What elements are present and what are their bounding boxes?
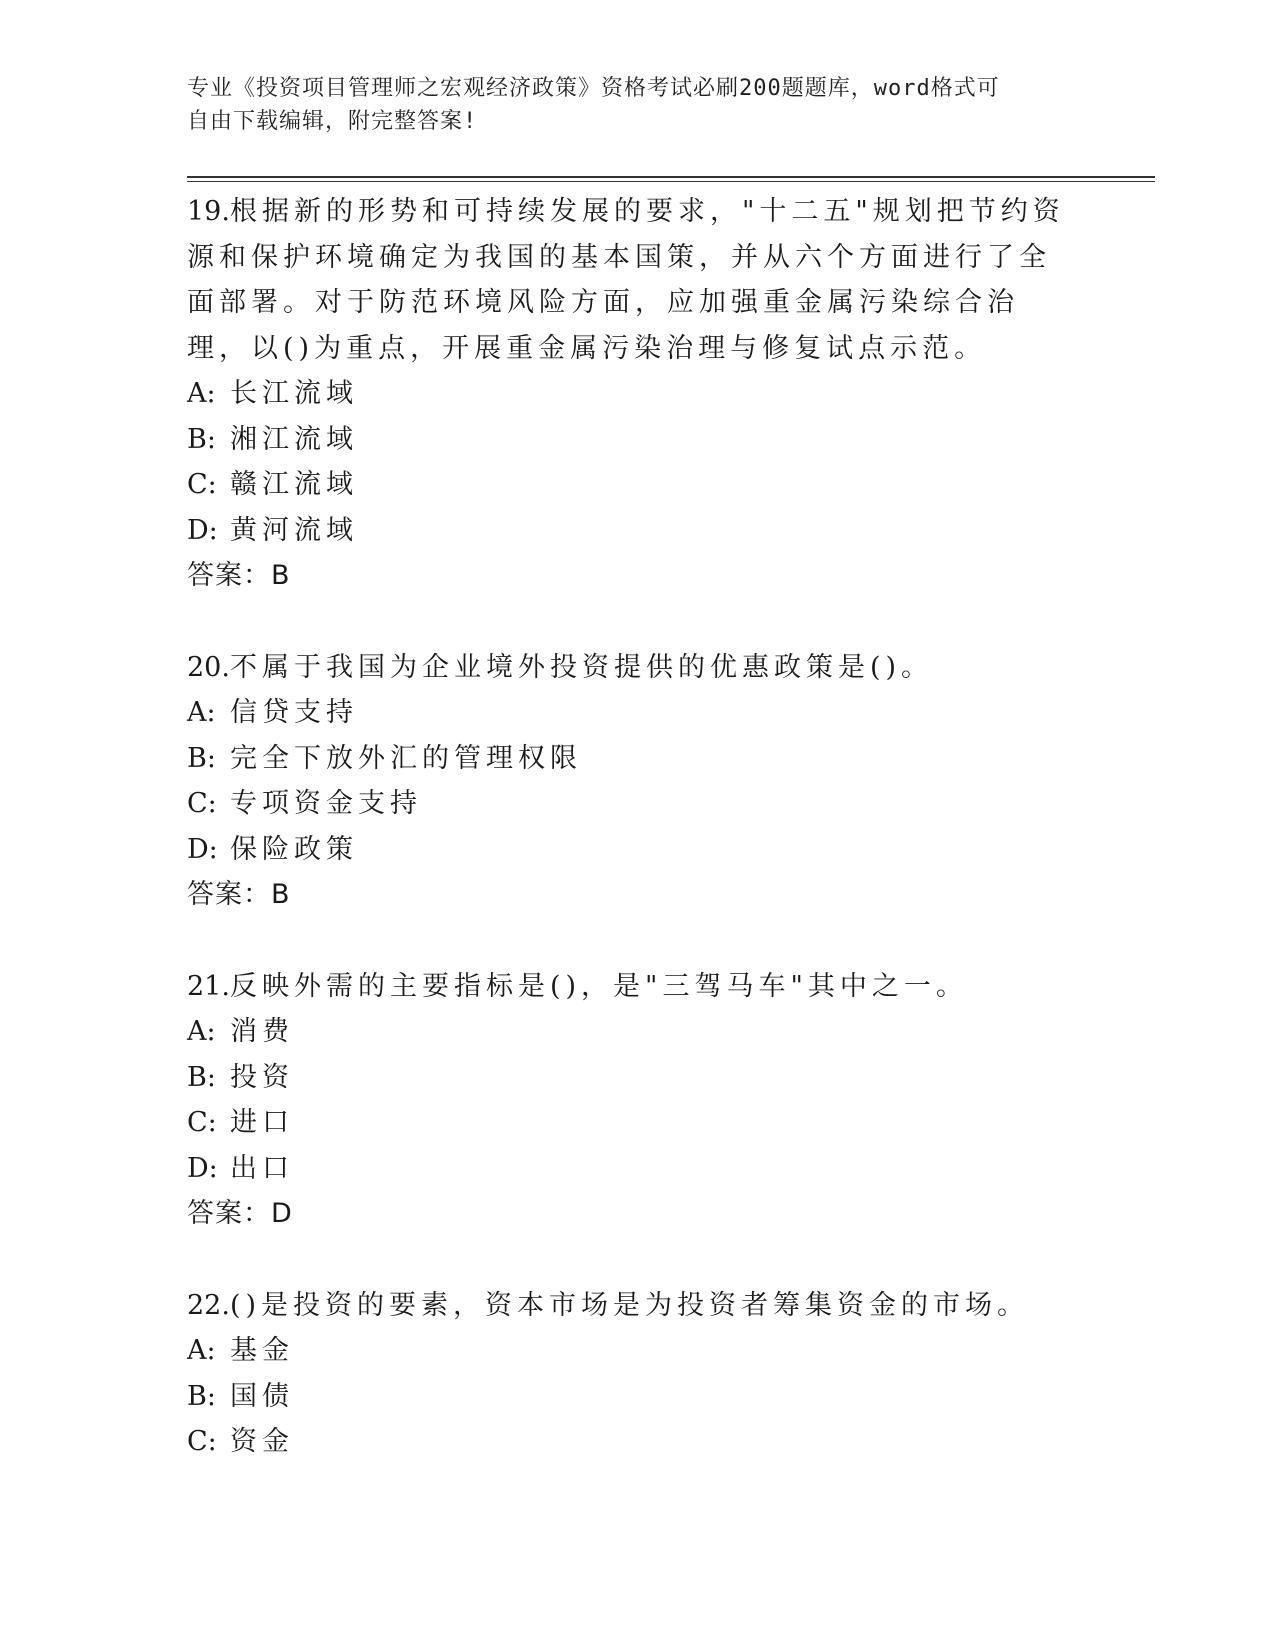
option-b [187, 417, 1087, 463]
question-spacer [187, 1237, 1087, 1283]
question-21 [187, 964, 1087, 1237]
option-key: C: [187, 1107, 217, 1138]
option-key: B: [187, 1061, 216, 1093]
header-line-2: 自由下载编辑，附完整答案! [187, 109, 478, 134]
option-key: C: [187, 788, 217, 819]
option-text: 长江流域 [230, 378, 358, 409]
option-text: 保险政策 [230, 833, 358, 865]
question-19 [187, 189, 1087, 599]
option-key: A: [187, 1016, 216, 1047]
option-text: 基金 [230, 1335, 294, 1366]
option-key: D: [187, 514, 218, 546]
option-b [187, 1374, 1087, 1420]
option-c [187, 1100, 1087, 1146]
option-key: B: [187, 423, 216, 455]
option-text: 进口 [230, 1107, 294, 1138]
option-text: 出口 [230, 1152, 294, 1184]
question-spacer [187, 918, 1087, 964]
option-key: A: [187, 697, 216, 728]
option-c [187, 462, 1087, 508]
option-key: C: [187, 1426, 217, 1457]
question-20 [187, 645, 1087, 918]
option-text: 黄河流域 [230, 514, 358, 546]
option-key: C: [187, 469, 217, 500]
question-text [187, 189, 1067, 371]
option-text: 投资 [230, 1061, 294, 1093]
option-a [187, 1009, 1087, 1055]
option-b [187, 1055, 1087, 1101]
question-stem: 根据新的形势和可持续发展的要求，"十二五"规划把节约资源和保护环境确定为我国的基本国策，并从六个方面进行了全面部署。对于防范环境风险方面，应加强重金属污染综合治理，以()为重点，开展重金属污染治理与修复试点示范。 [187, 196, 1065, 364]
option-d [187, 1146, 1087, 1192]
question-text [187, 1283, 1067, 1329]
option-key: A: [187, 378, 216, 409]
question-number: 22. [187, 1289, 230, 1321]
option-key: B: [187, 1380, 216, 1412]
option-text: 国债 [230, 1380, 294, 1412]
option-a [187, 371, 1087, 417]
question-stem: 不属于我国为企业境外投资提供的优惠政策是()。 [229, 651, 934, 683]
question-number: 21. [187, 970, 230, 1002]
option-text: 赣江流域 [230, 469, 358, 500]
question-text [187, 964, 1067, 1010]
option-c [187, 1419, 1087, 1465]
option-key: A: [187, 1335, 216, 1366]
option-d [187, 508, 1087, 554]
answer-line: 答案：B [187, 560, 291, 591]
option-text: 信贷支持 [230, 697, 358, 728]
option-text: 专项资金支持 [230, 788, 422, 819]
header-line-1: 专业《投资项目管理师之宏观经济政策》资格考试必刷200题题库，word格式可 [187, 76, 1000, 101]
option-text: 资金 [230, 1426, 294, 1457]
question-stem: ()是投资的要素，资本市场是为投资者筹集资金的市场。 [229, 1289, 1030, 1321]
option-text: 消费 [230, 1016, 294, 1047]
question-22 [187, 1283, 1087, 1465]
header-divider-thin [187, 181, 1155, 182]
option-text: 湘江流域 [230, 423, 358, 455]
question-number: 20. [187, 651, 230, 683]
option-a [187, 690, 1087, 736]
question-list [187, 189, 1087, 1465]
header-divider-thick [187, 176, 1155, 178]
question-text [187, 645, 1067, 691]
question-spacer [187, 599, 1087, 645]
question-number: 19. [187, 196, 230, 227]
option-key: D: [187, 833, 218, 865]
option-b [187, 736, 1087, 782]
document-header [187, 72, 1067, 138]
option-text: 完全下放外汇的管理权限 [230, 742, 582, 774]
option-a [187, 1328, 1087, 1374]
option-d [187, 827, 1087, 873]
question-stem: 反映外需的主要指标是()，是"三驾马车"其中之一。 [229, 970, 968, 1002]
answer-line: 答案：B [187, 879, 291, 910]
option-key: D: [187, 1152, 218, 1184]
option-key: B: [187, 742, 216, 774]
option-c [187, 781, 1087, 827]
answer-line: 答案：D [187, 1198, 293, 1229]
